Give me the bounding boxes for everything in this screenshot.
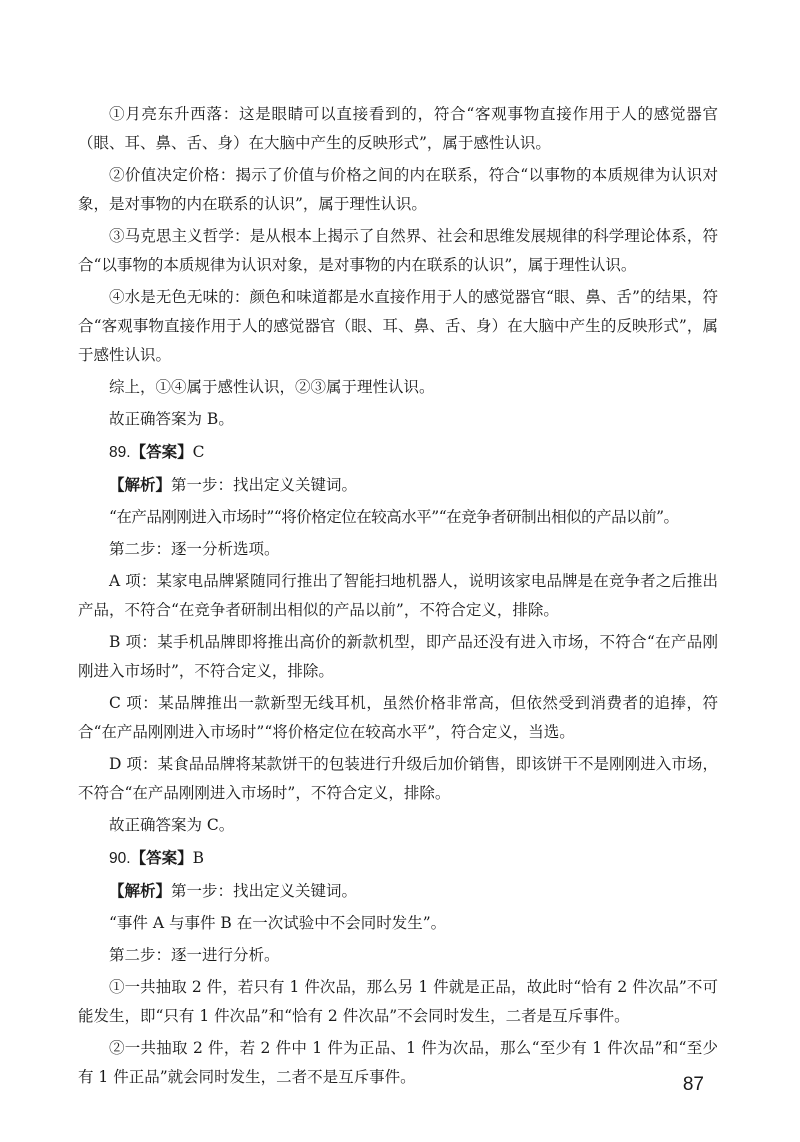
question-90-step2: 第二步：逐一进行分析。 [109, 946, 280, 964]
question-89-analysis-tag: 【解析】 [109, 475, 172, 494]
question-90-header [78, 843, 718, 873]
question-89-header [78, 437, 718, 467]
question-89-number: 89. [109, 444, 131, 461]
question-90-item-2: ②一共抽取 2 件，若 2 件中 1 件为正品、1 件为次品，那么“至少有 1 件次品”和“至少有 1 件正品”就会同时发生，二者不是互斥事件。 [78, 1039, 718, 1086]
paragraph-item-3: ③马克思主义哲学：是从根本上揭示了自然界、社会和思维发展规律的科学理论体系，符合“以事物的本质规律为认识对象，是对事物的内在联系的认识”，属于理性认识。 [78, 227, 718, 274]
question-89-option-a: A 项：某家电品牌紧随同行推出了智能扫地机器人，说明该家电品牌是在竞争者之后推出产品，不符合“在竞争者研制出相似的产品以前”，不符合定义，排除。 [78, 572, 718, 619]
question-89-conclusion: 故正确答案为 C。 [109, 816, 235, 834]
page-content [78, 100, 718, 1095]
question-89-answer-tag: 【答案】 [130, 442, 193, 461]
question-90-answer-tag: 【答案】 [130, 848, 193, 867]
paragraph-item-2: ②价值决定价格：揭示了价值与价格之间的内在联系，符合“以事物的本质规律为认识对象，是对事物的内在联系的认识”，属于理性认识。 [78, 166, 718, 213]
question-90-item-1: ①一共抽取 2 件，若只有 1 件次品，那么另 1 件就是正品，故此时“恰有 2 件次品”不可能发生，即“只有 1 件次品”和“恰有 2 件次品”不会同时发生，二者是互斥事件。 [78, 978, 718, 1025]
question-89-option-c: C 项：某品牌推出一款新型无线耳机，虽然价格非常高，但依然受到消费者的追捧，符合“在产品刚刚进入市场时”“将价格定位在较高水平”，符合定义，当选。 [78, 694, 718, 741]
question-90-keywords: “事件 A 与事件 B 在一次试验中不会同时发生”。 [109, 914, 447, 932]
question-89-analysis [78, 470, 718, 500]
paragraph-item-1: ①月亮东升西落：这是眼睛可以直接看到的，符合“客观事物直接作用于人的感觉器官（眼、耳、鼻、舌、身）在大脑中产生的反映形式”，属于感性认识。 [78, 105, 718, 152]
paragraph-item-4: ④水是无色无味的：颜色和味道都是水直接作用于人的感觉器官“眼、鼻、舌”的结果，符合“客观事物直接作用于人的感觉器官（眼、耳、鼻、舌、身）在大脑中产生的反映形式”，属于感性认识。 [78, 288, 718, 364]
question-90-analysis-tag: 【解析】 [109, 881, 172, 900]
question-90-analysis [78, 876, 718, 906]
question-90-step1: 第一步：找出定义关键词。 [171, 882, 358, 900]
question-90-number: 90. [109, 850, 131, 867]
question-89-keywords: “在产品刚刚进入市场时”“将价格定位在较高水平”“在竞争者研制出相似的产品以前”。 [109, 508, 679, 526]
question-89-option-d: D 项：某食品品牌将某款饼干的包装进行升级后加价销售，即该饼干不是刚刚进入市场，不符合“在产品刚刚进入市场时”，不符合定义，排除。 [78, 755, 718, 802]
page-number: 87 [682, 1074, 704, 1095]
question-90-answer: B [192, 849, 204, 867]
question-89-answer: C [192, 443, 205, 461]
question-89-step1: 第一步：找出定义关键词。 [171, 476, 358, 494]
summary-paragraph: 综上，①④属于感性认识，②③属于理性认识。 [109, 378, 435, 396]
answer-conclusion: 故正确答案为 B。 [109, 410, 234, 428]
question-89-step2: 第二步：逐一分析选项。 [109, 540, 280, 558]
question-89-option-b: B 项：某手机品牌即将推出高价的新款机型，即产品还没有进入市场，不符合“在产品刚刚进入市场时”，不符合定义，排除。 [78, 633, 718, 680]
